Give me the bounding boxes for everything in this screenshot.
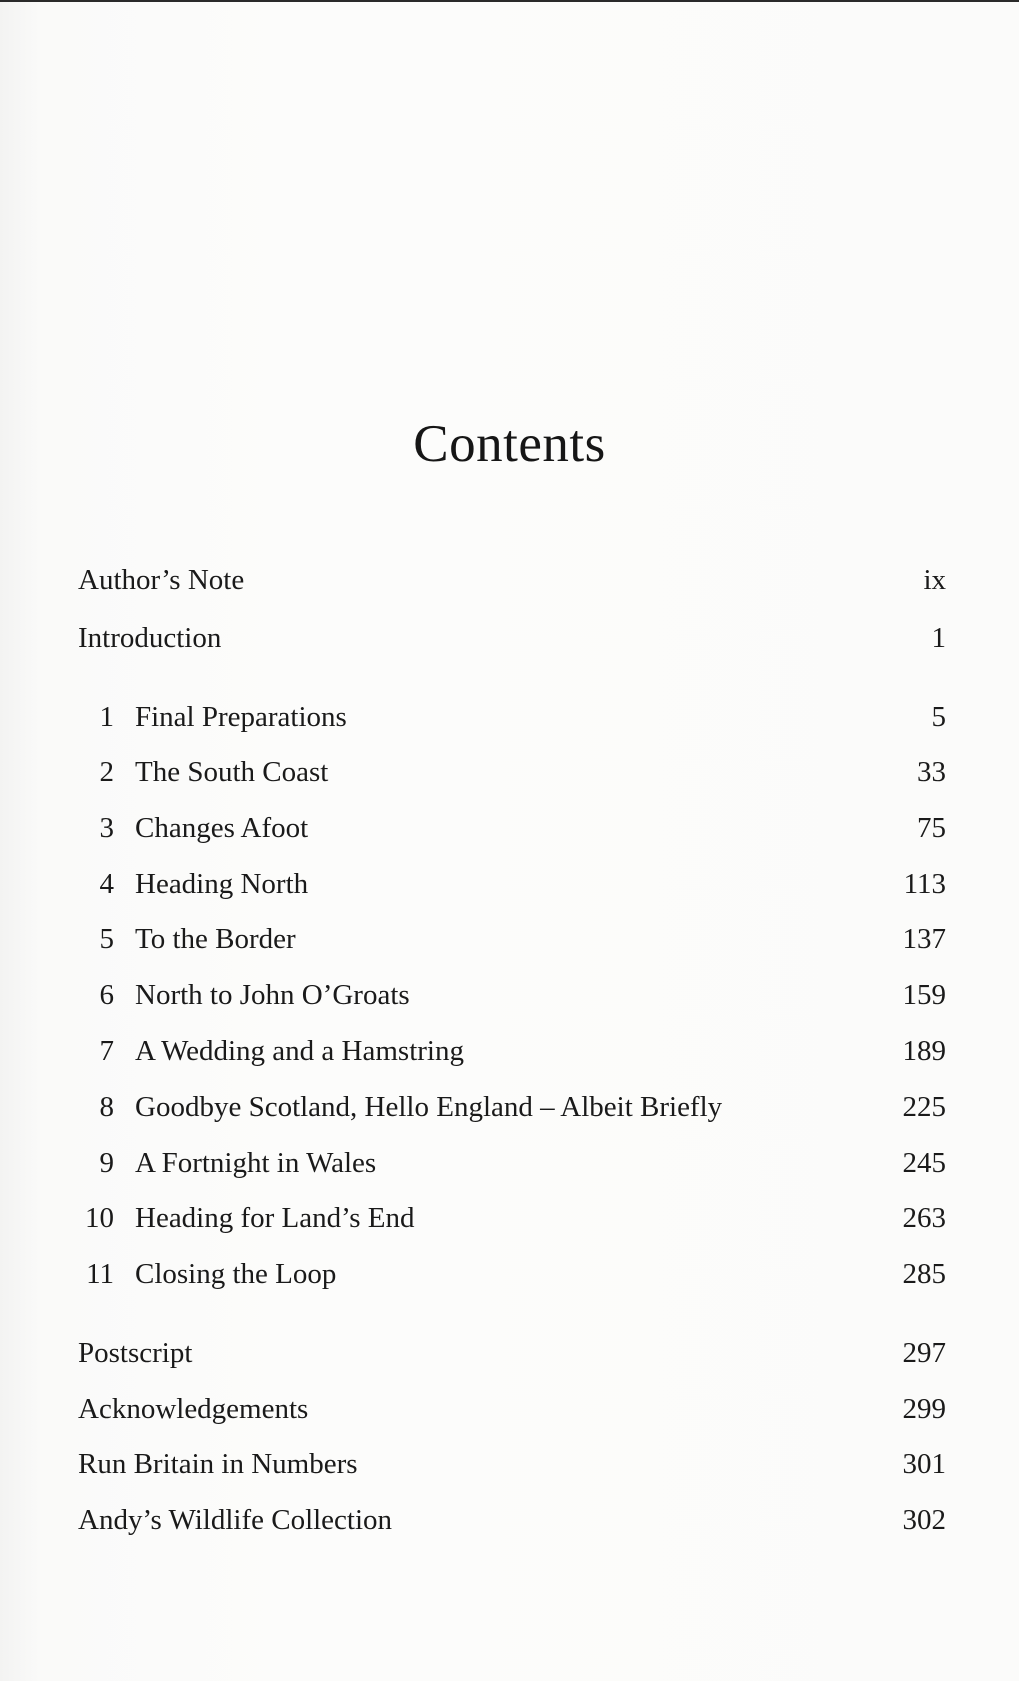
- toc-entry-authors-note[interactable]: [78, 560, 946, 600]
- toc-entry-run-britain-in-numbers[interactable]: [78, 1444, 946, 1484]
- chapter-number: 1: [99, 701, 114, 733]
- entry-title: Author’s Note: [78, 564, 245, 596]
- toc-chapter-10[interactable]: [78, 1198, 946, 1238]
- chapter-page-number: 75: [917, 812, 946, 844]
- chapter-page-number: 285: [902, 1258, 946, 1290]
- chapter-page-number: 245: [902, 1147, 946, 1179]
- chapter-title: The South Coast: [135, 756, 329, 788]
- chapter-number: 2: [99, 756, 114, 788]
- chapter-title: North to John O’Groats: [135, 979, 410, 1011]
- entry-title: Introduction: [78, 622, 222, 654]
- toc-chapter-7[interactable]: [78, 1031, 946, 1071]
- toc-chapter-8[interactable]: [78, 1087, 946, 1127]
- toc-entry-postscript[interactable]: [78, 1333, 946, 1373]
- entry-page-number: 299: [902, 1393, 946, 1425]
- chapter-number: 8: [99, 1091, 114, 1123]
- chapter-page-number: 263: [902, 1202, 946, 1234]
- entry-title: Run Britain in Numbers: [78, 1448, 358, 1480]
- chapter-title: Goodbye Scotland, Hello England – Albeit Briefly: [135, 1091, 723, 1123]
- chapter-number: 6: [99, 979, 114, 1011]
- entry-title: Acknowledgements: [78, 1393, 309, 1425]
- chapter-page-number: 113: [903, 868, 946, 900]
- chapter-number: 3: [99, 812, 114, 844]
- entry-page-number: 1: [931, 622, 946, 654]
- chapter-number: 10: [85, 1202, 114, 1234]
- toc-entry-andys-wildlife-collection[interactable]: [78, 1500, 946, 1540]
- chapter-number: 7: [99, 1035, 114, 1067]
- chapter-page-number: 137: [902, 923, 946, 955]
- toc-entry-acknowledgements[interactable]: [78, 1389, 946, 1429]
- toc-chapter-6[interactable]: [78, 975, 946, 1015]
- toc-entry-introduction[interactable]: [78, 618, 946, 658]
- chapter-number: 11: [86, 1258, 114, 1290]
- chapter-page-number: 159: [902, 979, 946, 1011]
- entry-page-number: ix: [923, 564, 946, 596]
- chapter-page-number: 5: [931, 701, 946, 733]
- toc-chapter-1[interactable]: [78, 697, 946, 737]
- chapter-title: To the Border: [135, 923, 296, 955]
- chapter-title: A Fortnight in Wales: [135, 1147, 377, 1179]
- toc-chapter-2[interactable]: [78, 752, 946, 792]
- chapter-title: Heading North: [135, 868, 309, 900]
- page-edge-rule: [0, 0, 1019, 2]
- toc-chapter-3[interactable]: [78, 808, 946, 848]
- chapter-title: Heading for Land’s End: [135, 1202, 415, 1234]
- chapter-number: 5: [99, 923, 114, 955]
- entry-title: Andy’s Wildlife Collection: [78, 1504, 393, 1536]
- toc-chapter-11[interactable]: [78, 1254, 946, 1294]
- chapter-number: 9: [99, 1147, 114, 1179]
- entry-page-number: 297: [902, 1337, 946, 1369]
- contents-heading: Contents: [413, 415, 606, 473]
- toc-chapter-9[interactable]: [78, 1143, 946, 1183]
- entry-page-number: 301: [902, 1448, 946, 1480]
- chapter-title: Changes Afoot: [135, 812, 309, 844]
- entry-page-number: 302: [902, 1504, 946, 1536]
- toc-chapter-5[interactable]: [78, 919, 946, 959]
- chapter-page-number: 33: [917, 756, 946, 788]
- chapter-page-number: 189: [902, 1035, 946, 1067]
- chapter-title: Closing the Loop: [135, 1258, 337, 1290]
- toc-chapter-4[interactable]: [78, 864, 946, 904]
- chapter-title: Final Preparations: [135, 701, 347, 733]
- chapter-page-number: 225: [902, 1091, 946, 1123]
- chapter-title: A Wedding and a Hamstring: [135, 1035, 464, 1067]
- entry-title: Postscript: [78, 1337, 193, 1369]
- chapter-number: 4: [99, 868, 114, 900]
